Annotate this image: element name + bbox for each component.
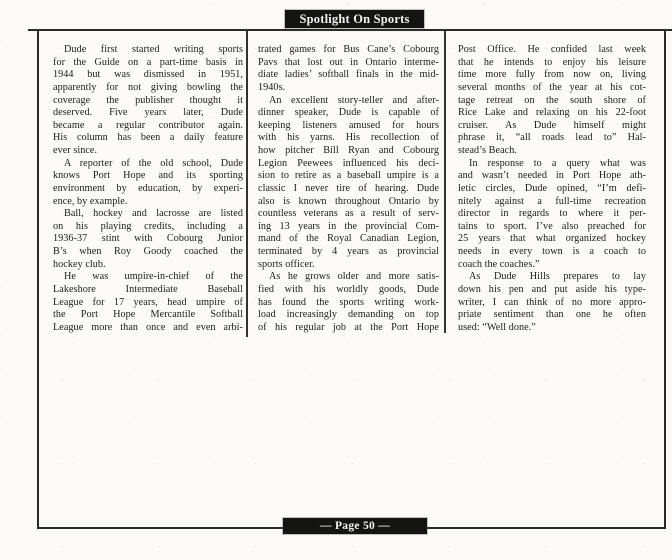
- text-line: has found the sports writing work-: [258, 296, 439, 308]
- text-line: stead’s Beach.: [458, 145, 517, 156]
- text-line: Ball, hockey and lacrosse are listed: [64, 208, 243, 220]
- page-number-banner: [283, 518, 427, 534]
- section-banner-title: Spotlight On Sports: [299, 11, 410, 26]
- text-line: ing 13 years in the provincial Com-: [258, 220, 439, 232]
- text-line: classic I never tire of hearing. Dude: [258, 182, 439, 194]
- column-divider-1: [246, 29, 248, 337]
- text-line: and wasn’t needed in Port Hope ath-: [458, 170, 646, 182]
- text-line: used: “Well done.”: [458, 321, 536, 333]
- text-line: Lakeshore Intermediate Baseball: [53, 283, 243, 295]
- text-line: of his regular job at the Port Hope: [258, 321, 439, 333]
- text-line: time more fully from now on, living: [458, 69, 646, 81]
- text-line: 25 years that what organized hockey: [458, 233, 646, 245]
- text-line: needs in every town is a coach to: [458, 246, 646, 257]
- text-line: In response to a query what was: [469, 157, 646, 169]
- text-line: Pavs that lost out in Ontario interme-: [258, 56, 439, 68]
- text-line: 1944 but was dismissed in 1951,: [53, 69, 243, 81]
- text-line: Legion Peewees influenced his deci-: [258, 157, 439, 169]
- text-line: B’s when Roy Goody coached the: [53, 246, 243, 257]
- text-line: ence, by example.: [53, 195, 128, 207]
- text-line: His column has been a daily feature: [53, 132, 243, 144]
- text-line: mand of the Royal Canadian Legion,: [258, 233, 439, 245]
- text-line: also is known throughout Ontario by: [258, 195, 439, 207]
- text-line: An excellent story-teller and after-: [269, 94, 439, 106]
- text-line: sion to retire as a baseball umpire is a: [258, 170, 439, 182]
- text-line: hockey club.: [53, 258, 106, 270]
- text-line: He was umpire-in-chief of the: [64, 271, 243, 283]
- text-line: sports officer.: [258, 258, 315, 270]
- text-line: deserved. Five years later, Dude: [53, 107, 243, 119]
- text-line: with his yarns. His recollection of: [258, 132, 439, 144]
- text-line: fied with his worldly goods, Dude: [258, 283, 439, 295]
- text-line: environment by education, by experi-: [53, 182, 243, 194]
- text-line: coverage the publisher thought it: [53, 94, 243, 106]
- text-line: League for 17 years, head umpire of: [53, 296, 243, 308]
- text-line: tage retreat on the south shore of: [458, 94, 646, 106]
- text-line: keeping listeners amused for hours: [258, 119, 439, 131]
- text-line: diate ladies’ softball finals in the mid-: [258, 69, 439, 81]
- text-line: trated games for Bus Cane’s Cobourg: [258, 44, 439, 55]
- text-line: tains to sport. I’ve also preached for: [458, 220, 646, 232]
- text-line: nitely against a full-time recreation: [458, 195, 646, 207]
- text-line: letic circles, Dude opined, “I’m defi-: [458, 182, 646, 194]
- text-line: knows Port Hope and its sporting: [53, 170, 243, 182]
- text-line: Rice Lake and relaxing on his 22-foot: [458, 107, 646, 119]
- column-divider-2: [444, 29, 446, 333]
- text-line: that he intends to enjoy his leisure: [458, 56, 646, 68]
- article-column-1: [53, 44, 243, 334]
- text-line: load increasingly demanding on top: [258, 309, 439, 321]
- text-line: priate sentiment than one he often: [458, 309, 646, 321]
- text-line: how pitcher Bill Ryan and Cobourg: [258, 145, 439, 156]
- page-number-label: — Page 50 —: [319, 520, 391, 532]
- text-line: League more than once and even arbi-: [53, 321, 243, 333]
- text-line: A reporter of the old school, Dude: [64, 157, 243, 169]
- text-line: the Port Hope Mercantile Softball: [53, 309, 243, 321]
- text-line: down his pen and put aside his type-: [458, 283, 646, 295]
- text-line: dinner speaker, Dude is capable of: [258, 107, 439, 119]
- section-banner: [285, 10, 424, 28]
- text-line: several months of the year at his cot-: [458, 81, 646, 93]
- text-line: As he grows older and more satis-: [269, 271, 439, 283]
- text-line: terminated by 4 years as provincial: [258, 246, 439, 257]
- text-line: director in regards to where it per-: [458, 208, 646, 220]
- text-line: for the Guide on a part-time basis in: [53, 56, 243, 68]
- text-line: countless veterans as a result of serv-: [258, 208, 439, 220]
- text-line: coach the coaches.”: [458, 258, 540, 270]
- text-line: cruiser. As Dude himself might: [458, 119, 646, 131]
- text-line: writer, I can think of no more appro-: [458, 296, 646, 308]
- text-line: Post Office. He confided last week: [458, 44, 646, 55]
- text-line: on his playing credits, including a: [53, 220, 243, 232]
- text-line: 1940s.: [258, 81, 286, 93]
- text-line: became a regular contributor again.: [53, 119, 243, 131]
- text-line: 1936-37 stint with Cobourg Junior: [53, 233, 243, 245]
- text-line: Dude first started writing sports: [64, 44, 243, 55]
- text-line: ever since.: [53, 145, 98, 156]
- text-line: apparently for not giving bowling the: [53, 81, 243, 93]
- text-line: As Dude Hills prepares to lay: [469, 271, 646, 283]
- text-line: phrase it, “all roads lead to” Hal-: [458, 132, 646, 144]
- article-column-2: [258, 44, 439, 334]
- article-column-3: [458, 44, 646, 334]
